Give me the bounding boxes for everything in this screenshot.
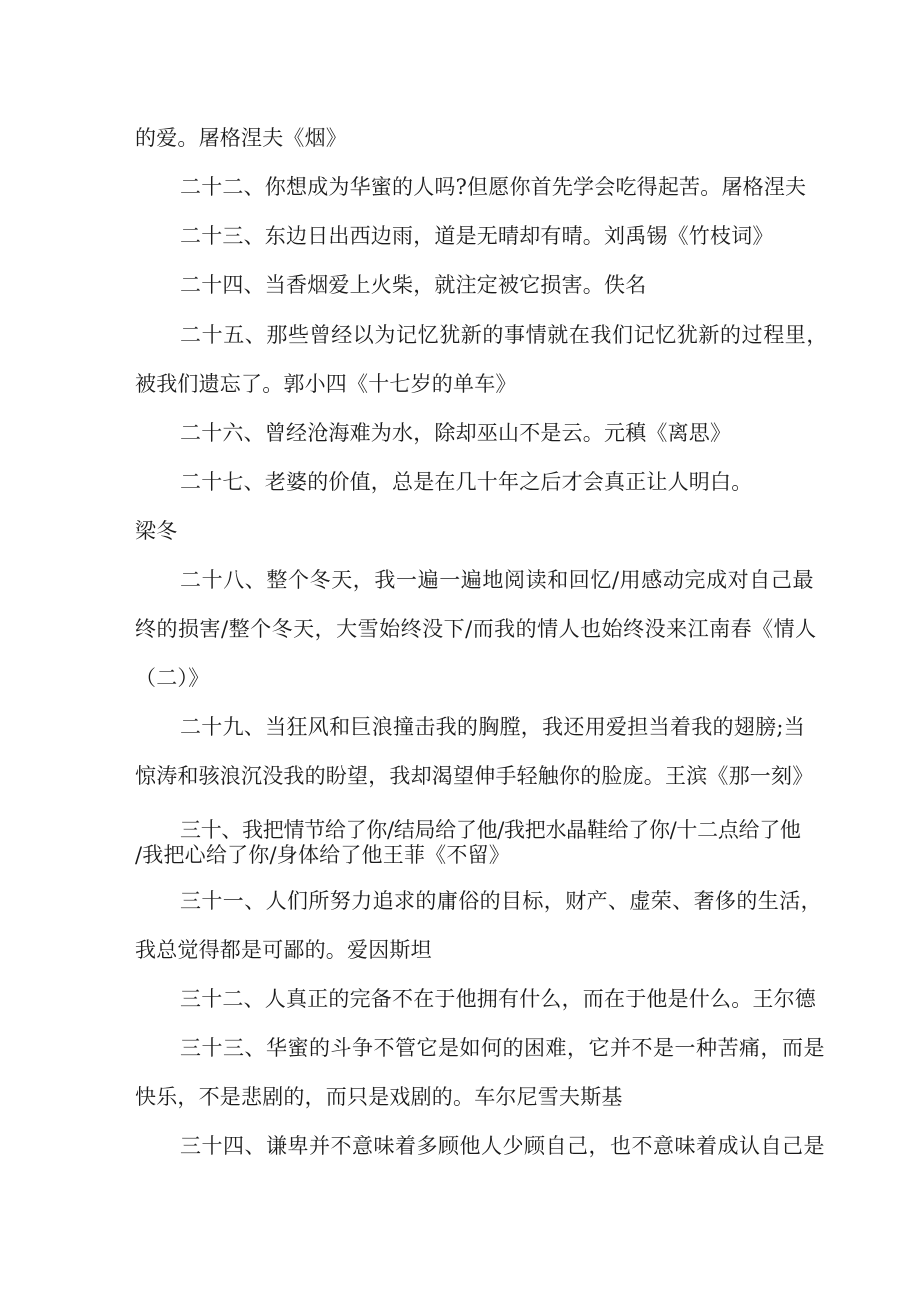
text-line: 二十三、东边日出西边雨，道是无晴却有晴。刘禹锡《竹枝词》 (180, 224, 774, 248)
text-line: 三十、我把情节给了你/结局给了他/我把水晶鞋给了你/十二点给了他 (180, 818, 801, 842)
text-line: 三十三、华蜜的斗争不管它是如何的困难，它并不是一种苦痛，而是 (180, 1036, 825, 1060)
text-line: 二十六、曾经沧海难为水，除却巫山不是云。元稹《离思》 (180, 421, 732, 445)
text-line: 二十四、当香烟爱上火柴，就注定被它损害。佚名 (180, 273, 647, 297)
text-line: 二十五、那些曾经以为记忆犹新的事情就在我们记忆犹新的过程里， (180, 323, 828, 347)
text-line: 三十一、人们所努力追求的庸俗的目标，财产、虚荣、奢侈的生活， (180, 889, 822, 913)
text-line: 我总觉得都是可鄙的。爱因斯坦 (135, 938, 432, 962)
text-line: 终的损害/整个冬天，大雪始终没下/而我的情人也始终没来江南春《情人 (135, 617, 817, 641)
text-line: 二十八、整个冬天，我一遍一遍地阅读和回忆/用感动完成对自己最 (180, 568, 815, 592)
text-line: 二十七、老婆的价值，总是在几十年之后才会真正让人明白。 (180, 470, 753, 494)
text-line: 梁冬 (135, 519, 178, 543)
text-line: 二十二、你想成为华蜜的人吗?但愿你首先学会吃得起苦。屠格涅夫 (180, 175, 807, 199)
text-line: 三十二、人真正的完备不在于他拥有什么，而在于他是什么。王尔德 (180, 987, 816, 1011)
text-line: /我把心给了你/身体给了他王菲《不留》 (135, 843, 510, 867)
text-line: 二十九、当狂风和巨浪撞击我的胸膛，我还用爱担当着我的翅膀;当 (180, 715, 806, 739)
text-line: 被我们遗忘了。郭小四《十七岁的单车》 (135, 372, 517, 396)
text-line: 的爱。屠格涅夫《烟》 (135, 126, 347, 150)
text-line: 三十四、谦卑并不意味着多顾他人少顾自己，也不意味着成认自己是 (180, 1134, 825, 1158)
text-line: 惊涛和骇浪沉没我的盼望，我却渴望伸手轻触你的脸庞。王滨《那一刻》 (135, 764, 814, 788)
text-line: （二）》 (135, 666, 210, 690)
text-line: 快乐，不是悲剧的，而只是戏剧的。车尔尼雪夫斯基 (135, 1085, 623, 1109)
